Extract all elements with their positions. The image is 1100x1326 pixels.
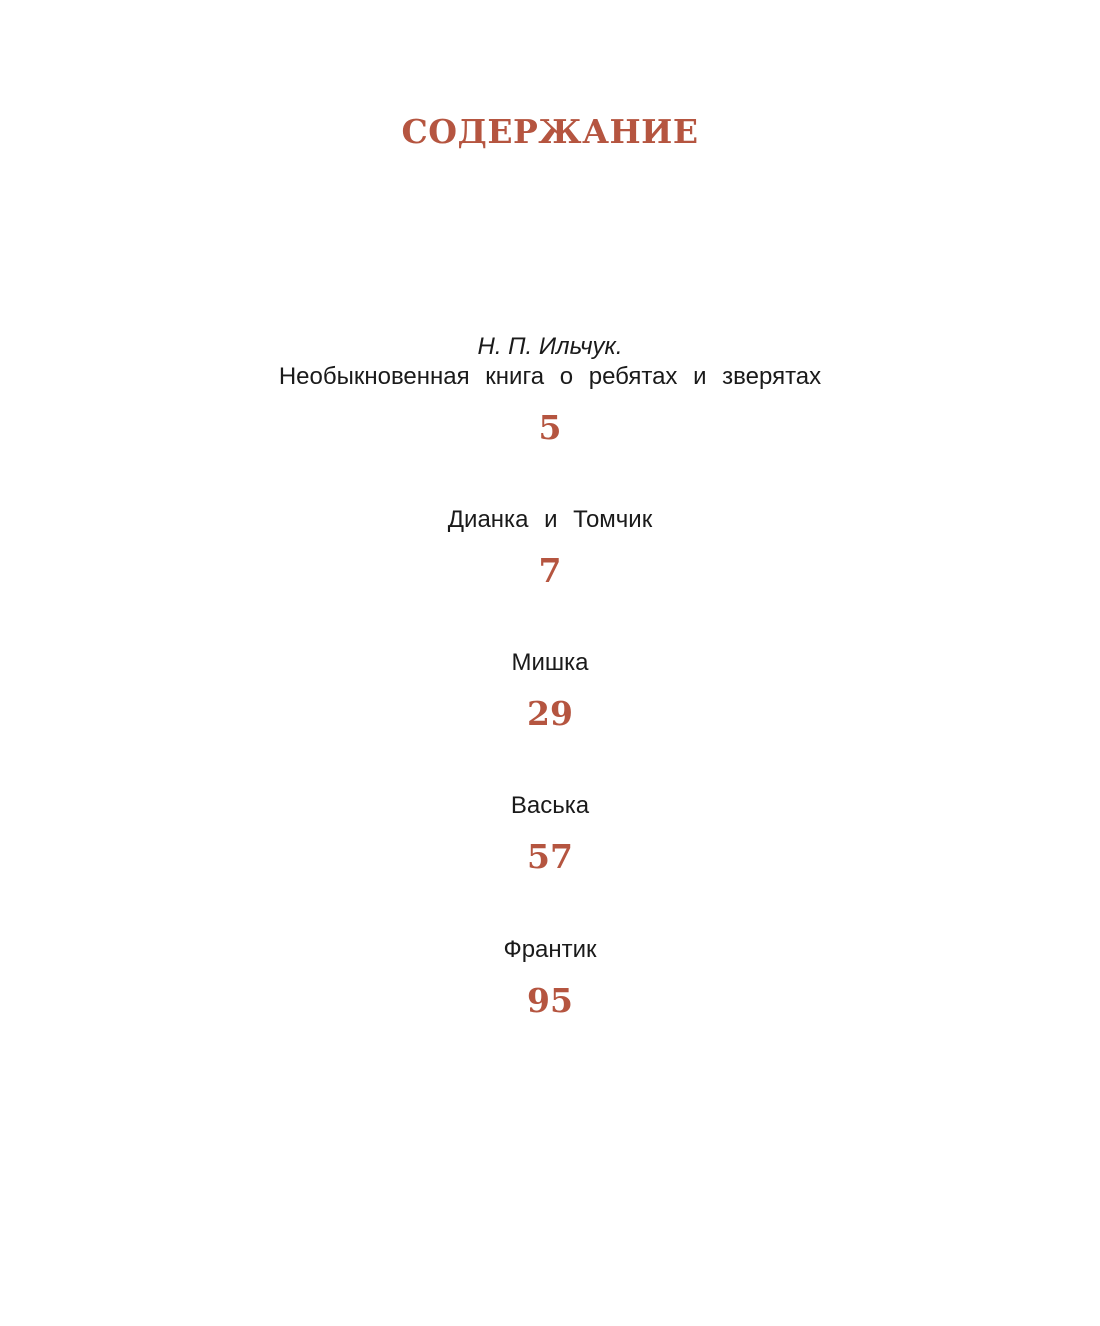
entry-page-number: 57	[527, 837, 573, 876]
entry-title: Васька	[510, 792, 590, 819]
entry-page-number: 5	[538, 408, 562, 447]
toc-entry-dianka	[0, 505, 1100, 535]
entry-page-number: 95	[527, 981, 573, 1020]
entry-author: Н. П. Ильчук.	[477, 333, 623, 360]
toc-entry-frantik	[0, 935, 1100, 965]
toc-entry-preface	[0, 332, 1100, 392]
entry-page-number: 29	[527, 694, 573, 733]
toc-entry-vaska	[0, 791, 1100, 821]
toc-entry-mishka	[0, 648, 1100, 678]
entry-title: Мишка	[511, 649, 589, 676]
contents-heading: СОДЕРЖАНИЕ	[401, 112, 699, 151]
entry-page-number: 7	[538, 551, 562, 590]
entry-title: Дианка и Томчик	[447, 506, 653, 533]
entry-title: Необыкновенная книга о ребятах и зверятах	[278, 363, 822, 390]
entry-title: Франтик	[503, 936, 597, 963]
